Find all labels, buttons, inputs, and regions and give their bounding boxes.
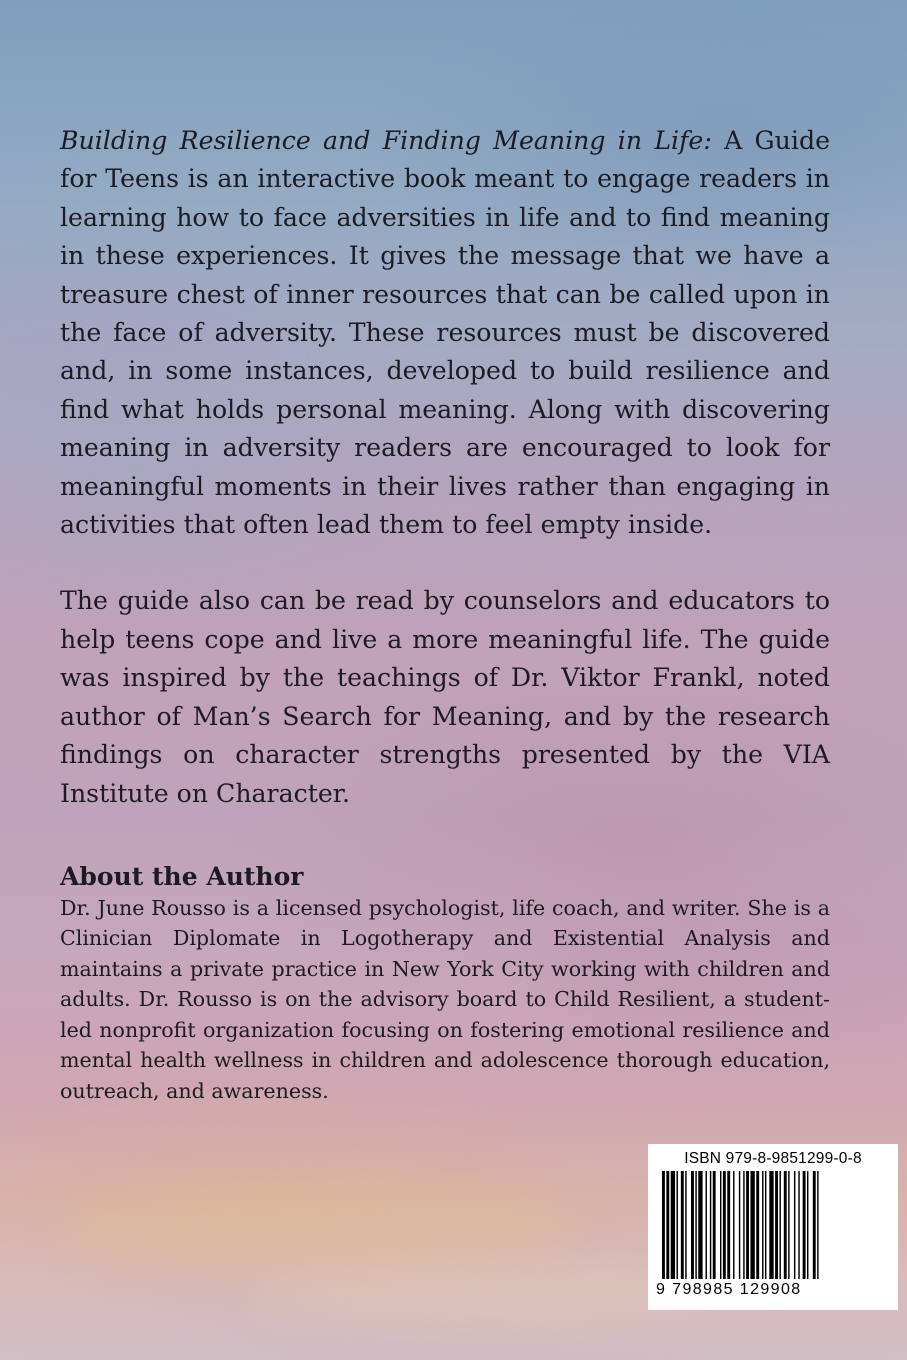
barcode-bar bbox=[698, 1171, 702, 1279]
barcode-bar bbox=[798, 1171, 799, 1279]
barcode-bar bbox=[695, 1171, 696, 1279]
barcode-bar bbox=[762, 1171, 763, 1279]
barcode-bar bbox=[733, 1171, 734, 1279]
barcode-digits: 9 798985 129908 bbox=[656, 1281, 802, 1298]
barcode-bars bbox=[656, 1171, 890, 1279]
barcode-bar bbox=[723, 1171, 726, 1279]
description-paragraph-1-text: A Guide for Teens is an interactive book meant to engage readers in learning how to face adversities in life and to find meaning in these experiences. It gives the message that we have a treasure chest of inner resources that can be called upon in the face of adversity. These resources must be discovered and, in some instances, developed to build resilience and find what holds personal meaning. Along with discovering meaning in adversity readers are encouraged to look for meaningful moments in their lives rather than engaging in activities that often lead them to feel empty inside. bbox=[60, 126, 830, 540]
book-title: Building Resilience and Finding Meaning in Life: bbox=[60, 126, 712, 155]
about-author-body: Dr. June Rousso is a licensed psychologist, life coach, and writer. She is a Clinician Diplomate in Logotherapy and Existential Analysis and maintains a private practice in New York City working with children and adults. Dr. Rousso is on the advisory board to Child Resilient, a student-led nonprofit organization focusing on fostering emotional resilience and mental health wellness in children and adolescence thorough education, outreach, and awareness. bbox=[60, 895, 830, 1103]
barcode-bar bbox=[784, 1171, 787, 1279]
barcode-bar bbox=[756, 1171, 759, 1279]
watercolor-wash bbox=[60, 1180, 580, 1270]
description-paragraph-1 bbox=[60, 122, 830, 544]
barcode-bar bbox=[691, 1171, 694, 1279]
barcode-bar bbox=[788, 1171, 789, 1279]
about-author-heading: About the Author bbox=[60, 861, 304, 891]
barcode-bar bbox=[662, 1171, 665, 1279]
barcode-bar bbox=[710, 1171, 711, 1279]
barcode-bar bbox=[727, 1171, 730, 1279]
barcode-bar bbox=[765, 1171, 766, 1279]
isbn-barcode bbox=[648, 1144, 898, 1310]
barcode-bar bbox=[713, 1171, 716, 1279]
barcode-bar bbox=[817, 1171, 818, 1279]
barcode-bar bbox=[769, 1171, 773, 1279]
barcode-bar bbox=[746, 1171, 749, 1279]
barcode-bar bbox=[779, 1171, 780, 1279]
barcode-bar bbox=[750, 1171, 754, 1279]
barcode-bar bbox=[677, 1171, 678, 1279]
description-paragraph-2: The guide also can be read by counselors and educators to help teens cope and live a more meaningful life. The guide was inspired by the teachings of Dr. Viktor Frankl, noted author of Man’s Search for Meaning, and by the research findings on character strengths presented by the VIA Institute on Character. bbox=[60, 586, 830, 808]
barcode-bar bbox=[743, 1171, 744, 1279]
about-author-section bbox=[60, 861, 830, 1107]
barcode-bar bbox=[813, 1171, 816, 1279]
barcode-bar bbox=[666, 1171, 669, 1279]
barcode-bar bbox=[775, 1171, 778, 1279]
barcode-bar bbox=[794, 1171, 795, 1279]
barcode-bar bbox=[706, 1171, 707, 1279]
barcode-bar bbox=[803, 1171, 806, 1279]
barcode-bar bbox=[739, 1171, 740, 1279]
barcode-bar bbox=[807, 1171, 808, 1279]
barcode-bar bbox=[685, 1171, 686, 1279]
barcode-bar bbox=[671, 1171, 675, 1279]
isbn-label: ISBN 979-8-9851299-0-8 bbox=[684, 1150, 862, 1167]
barcode-bar bbox=[720, 1171, 721, 1279]
back-cover-text bbox=[60, 122, 830, 1106]
barcode-bar bbox=[681, 1171, 684, 1279]
